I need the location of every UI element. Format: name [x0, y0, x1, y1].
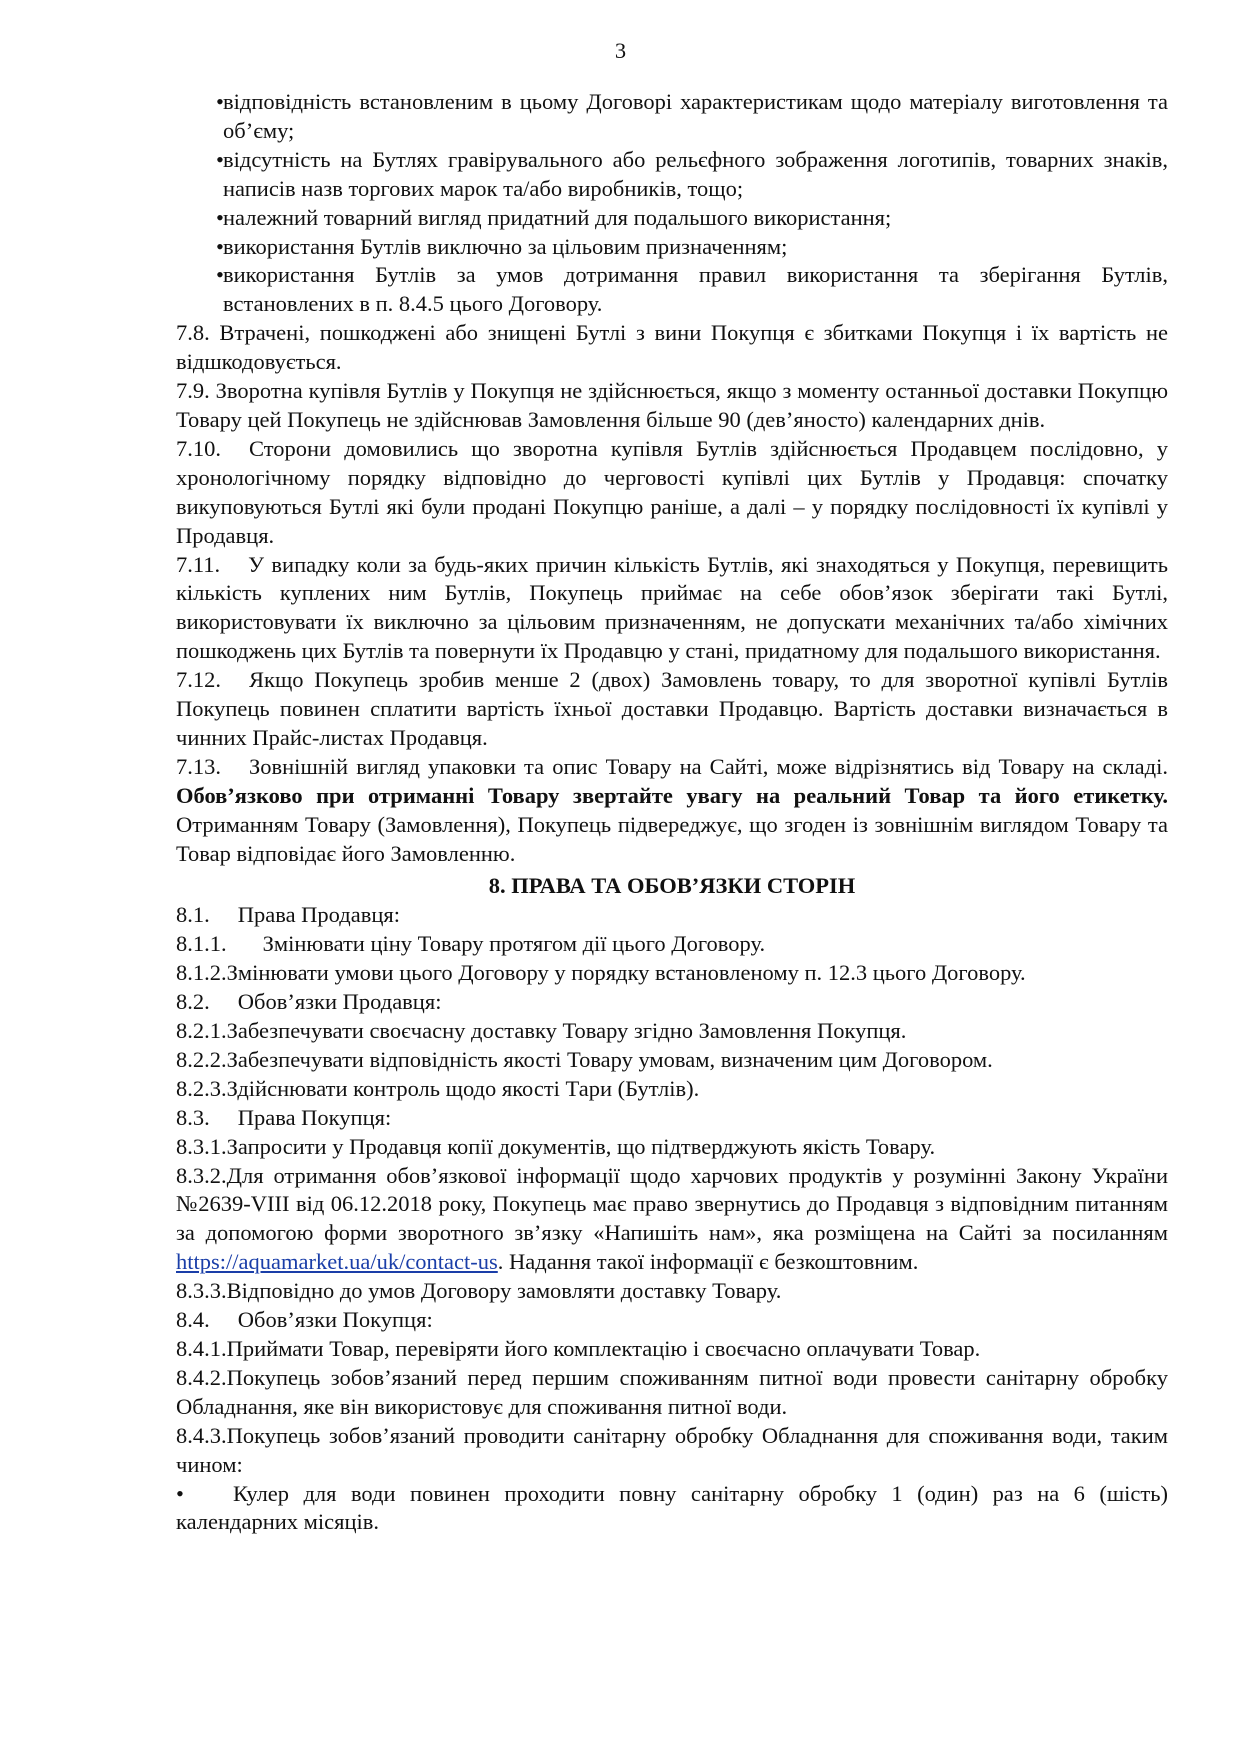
list-item [176, 88, 1168, 146]
clause-8-3-3 [176, 1277, 1168, 1306]
clause-text-bold: Обов’язково при отриманні Товару звертайте увагу на реальний Товар та його етикетку. [176, 782, 1168, 808]
list-item [176, 261, 1168, 319]
clause-number: 8.1. [176, 902, 210, 928]
list-item-text: Кулер для води повинен проходити повну санітарну обробку 1 (один) раз на 6 (шість) календарних місяців. [176, 1480, 1168, 1535]
clause-text: Отриманням Товару (Замовлення), Покупець підвереджує, що згоден із зовнішнім виглядом Товару та Товар відповідає його Замовленню. [176, 811, 1168, 866]
list-item-text: відсутність на Бутлях гравірувального або рельєфного зображення логотипів, товарних знаків, написів назв торгових марок та/або виробників, тощо; [223, 146, 1168, 201]
contact-us-link[interactable]: https://aquamarket.ua/uk/contact-us [176, 1249, 498, 1275]
clause-number: 7.9. [176, 378, 210, 404]
clause-text: У випадку коли за будь-яких причин кількість Бутлів, які знаходяться у Покупця, перевищить кількість куплених ним Бутлів, Покупець приймає на себе обов’язок зберігати такі Бутлі, використовувати їх виключно за цільовим призначенням, не допускати механічних та/або хімічних пошкоджень цих Бутлів та повернути їх Продавцю у стані, придатному для подальшого використання. [176, 551, 1168, 664]
clause-text: Зовнішній вигляд упаковки та опис Товару на Сайті, може відрізнятись від Товару на складі. [249, 753, 1168, 779]
list-item-text: відповідність встановленим в цьому Договорі характеристикам щодо матеріалу виготовлення та об’єму; [223, 89, 1168, 143]
clause-number: 8.2.2. [176, 1046, 227, 1072]
clause-text: Забезпечувати відповідність якості Товару умовам, визначеним цим Договором. [226, 1046, 993, 1072]
clause-text: Обов’язки Покупця: [237, 1307, 433, 1333]
clause-text: Права Покупця: [237, 1104, 392, 1130]
list-item-text: належний товарний вигляд придатний для подальшого використання; [223, 204, 892, 230]
clause-number: 8.4.2. [176, 1364, 227, 1390]
clause-7-12 [176, 666, 1168, 753]
clause-8-4-3 [176, 1422, 1168, 1480]
clause-8-2-1 [176, 1017, 1168, 1046]
clause-text: Якщо Покупець зробив менше 2 (двох) Замовлень товару, то для зворотної купівлі Бутлів Покупець повинен сплатити вартість їхньої доставки Продавцю. Вартість доставки визначається в чинних Прайс-листах Продавця. [176, 667, 1168, 750]
clause-text: Забезпечувати своєчасну доставку Товару згідно Замовлення Покупця. [226, 1018, 907, 1043]
clause-8-2 [176, 988, 1168, 1017]
clause-8-2-2 [176, 1046, 1168, 1075]
clause-8-2-3 [176, 1075, 1168, 1104]
bullet-icon: • [216, 262, 224, 288]
clause-text: Відповідно до умов Договору замовляти доставку Товару. [226, 1278, 782, 1304]
clause-8-4 [176, 1306, 1168, 1335]
clause-number: 7.8. [176, 320, 210, 346]
clause-number: 8.3.3. [176, 1278, 227, 1304]
clause-7-13 [176, 753, 1168, 869]
clause-text: Покупець зобов’язаний проводити санітарну обробку Обладнання для споживання води, таким чином: [176, 1422, 1168, 1477]
clause-number: 8.2.1. [176, 1018, 227, 1043]
document-body [176, 88, 1168, 1537]
clause-text: Зворотна купівля Бутлів у Покупця не здійснюється, якщо з моменту останньої доставки Покупцю Товару цей Покупець не здійснював Замовлення більше 90 (дев’яносто) календарних днів. [176, 378, 1169, 432]
clause-8-4-2 [176, 1364, 1168, 1422]
clause-8-4-1 [176, 1335, 1168, 1364]
clause-8-3-2 [176, 1162, 1168, 1278]
clause-text: . Надання такої інформації є безкоштовним. [497, 1249, 919, 1275]
clause-7-11 [176, 551, 1168, 667]
bullet-icon: • [216, 204, 224, 230]
section-heading: 8. ПРАВА ТА ОБОВ’ЯЗКИ СТОРІН [488, 873, 856, 899]
clause-8-1-1 [176, 930, 1168, 959]
bullet-icon: • [176, 1480, 184, 1506]
clause-number: 7.13. [176, 753, 221, 779]
clause-7-8 [176, 319, 1168, 377]
list-item [176, 204, 1168, 233]
clause-8-1-2 [176, 959, 1168, 988]
clause-number: 7.12. [176, 667, 221, 693]
clause-number: 8.2.3. [176, 1075, 227, 1101]
clause-8-3-1 [176, 1133, 1168, 1162]
clause-text: Сторони домовились що зворотна купівля Бутлів здійснюється Продавцем послідовно, у хронологічному порядку відповідно до черговості купівлі цих Бутлів у Продавця: спочатку викуповуються Бутлі які були продані Покупцю раніше, а далі – у порядку послідовності їх купівлі у Продавця. [176, 435, 1168, 548]
clause-text: Обов’язки Продавця: [237, 989, 442, 1015]
clause-number: 7.11. [176, 551, 221, 577]
clause-number: 8.1.2. [176, 960, 227, 986]
clause-number: 8.3. [176, 1104, 210, 1130]
clause-number: 7.10. [176, 435, 221, 461]
clause-text: Здійснювати контроль щодо якості Тари (Бутлів). [226, 1075, 700, 1101]
clause-number: 8.4.3. [176, 1422, 227, 1448]
clause-text: Втрачені, пошкоджені або знищені Бутлі з вини Покупця є збитками Покупця і їх вартість не відшкодовується. [176, 320, 1168, 375]
clause-number: 8.3.2. [176, 1162, 227, 1188]
bullet-icon: • [216, 89, 224, 114]
clause-7-9 [176, 377, 1168, 435]
clause-8-3 [176, 1104, 1168, 1133]
list-item-text: використання Бутлів виключно за цільовим призначенням; [223, 233, 788, 259]
clause-8-1 [176, 901, 1168, 930]
clause-text: Змінювати умови цього Договору у порядку встановленому п. 12.3 цього Договору. [226, 960, 1026, 986]
clause-text: Покупець зобов’язаний перед першим споживанням питної води провести санітарну обробку Обладнання, яке він використовує для споживання питної води. [176, 1364, 1168, 1419]
clause-7-10 [176, 435, 1168, 551]
list-item [176, 146, 1168, 204]
clause-text: Приймати Товар, перевіряти його комплектацію і своєчасно оплачувати Товар. [226, 1335, 981, 1361]
page-number: 3 [614, 38, 627, 63]
clause-text: Змінювати ціну Товару протягом дії цього Договору. [262, 931, 766, 957]
bullet-icon: • [216, 233, 224, 259]
list-item [176, 1480, 1168, 1538]
clause-number: 8.1.1. [176, 931, 227, 957]
clause-text: Запросити у Продавця копії документів, що підтверджують якість Товару. [226, 1133, 936, 1159]
clause-text: Права Продавця: [237, 902, 400, 928]
clause-text: Для отримання обов’язкової інформації щодо харчових продуктів у розумінні Закону України №2639-VIII від 06.12.2018 року, Покупець має право звернутись до Продавця з відповідним питанням за допомогою форми зворотного зв’язку «Напишіть нам», яка розміщена на Сайті за посиланням [176, 1162, 1168, 1246]
clause-number: 8.4.1. [176, 1335, 227, 1361]
bullet-icon: • [216, 146, 224, 172]
clause-number: 8.4. [176, 1307, 210, 1333]
list-item-text: використання Бутлів за умов дотримання правил використання та зберігання Бутлів, встановлених в п. 8.4.5 цього Договору. [223, 262, 1168, 317]
clause-number: 8.3.1. [176, 1133, 227, 1159]
list-item [176, 233, 1168, 262]
clause-number: 8.2. [176, 989, 210, 1015]
